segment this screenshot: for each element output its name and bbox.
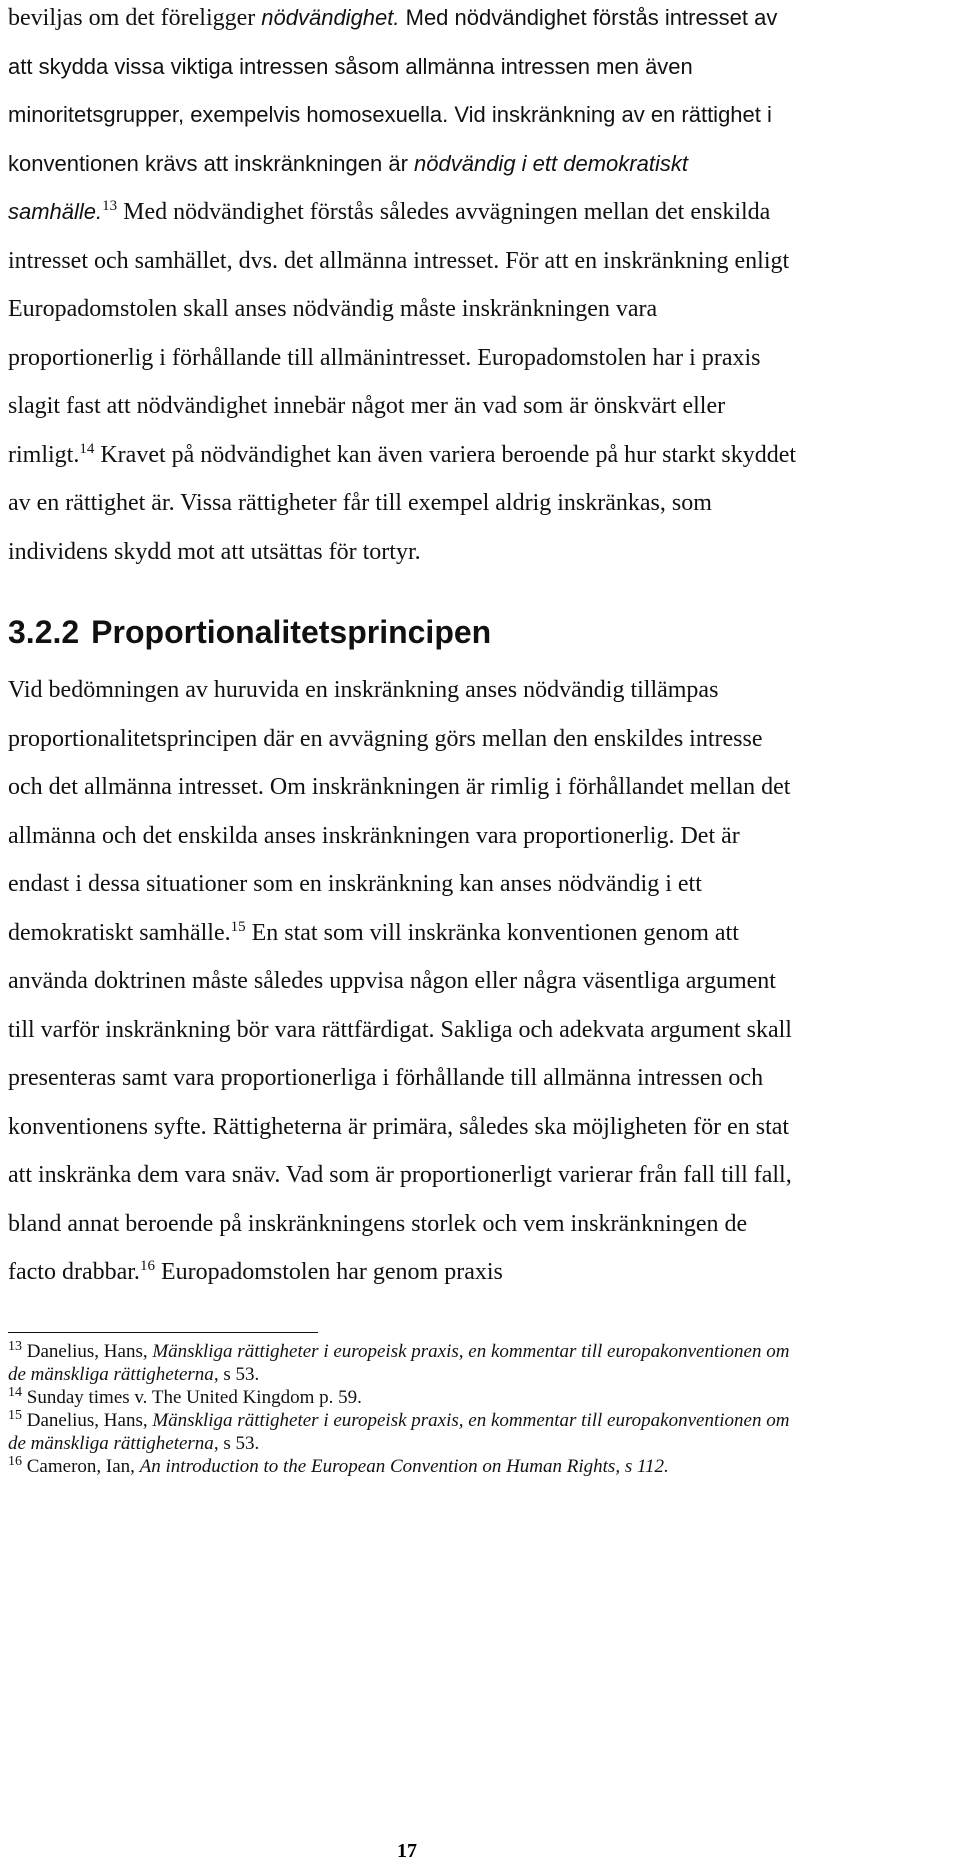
text-run: Vid bedömningen av huruvida en inskränkning anses nödvändig tillämpas proportionalitetsprincipen där en avvägning görs mellan den enskildes intresse och det allmänna intresset. Om inskränkningen är rimlig i förhållandet mellan det allmänna och det enskilda anses inskränkningen vara proportionerlig. Det är endast i dessa situationer som en inskränkning kan anses nödvändig i ett demokratiskt samhälle. (8, 677, 791, 946)
text-run: Europadomstolen har genom praxis (154, 1259, 503, 1285)
footnote-number: 15 (8, 1408, 22, 1423)
text-run: Kravet på nödvändighet kan även variera beroende på hur starkt skyddet av en rättighet är. Vissa rättigheter får till exempel aldrig inskränkas, som individens skydd mot att utsättas för tortyr. (8, 441, 797, 565)
footnote-rest: , s 53. (213, 1433, 260, 1454)
footnote-15 (8, 1409, 798, 1455)
footnote-number: 13 (8, 1339, 22, 1354)
footnote-16 (8, 1455, 798, 1478)
footnote-ref-15[interactable]: 15 (230, 918, 246, 935)
footnote-text: Sunday times v. The United Kingdom p. 59. (22, 1387, 362, 1408)
section-title: Proportionalitetsprincipen (91, 614, 492, 650)
footnote-ref-16[interactable]: 16 (139, 1258, 155, 1274)
text-run: Med nödvändighet förstås således avvägningen mellan det enskilda intresset och samhället, dvs. det allmänna intresset. (8, 199, 771, 274)
section-heading (8, 612, 491, 652)
footnote-author: Danelius, Hans, (22, 1341, 153, 1362)
footnote-number: 16 (8, 1454, 22, 1469)
paragraph-necessity (8, 0, 798, 576)
footnotes (8, 1340, 798, 1478)
page-number: 17 (397, 1840, 417, 1862)
footnote-title: An introduction to the European Convention on Human Rights, s 112. (139, 1456, 669, 1477)
footnote-ref-14[interactable]: 14 (79, 440, 95, 457)
footnote-rest: , s 53. (213, 1364, 260, 1385)
footnote-ref-13[interactable]: 13 (102, 198, 118, 214)
footnote-14 (8, 1386, 798, 1409)
footnote-author: Danelius, Hans, (22, 1410, 153, 1431)
text-run: En stat som vill inskränka konventionen genom att använda doktrinen måste således uppvisa någon eller några väsentliga argument till varför inskränkning bör vara rättfärdigat. Sakliga och adekvata argument skall presenteras samt vara proportionerliga i förhållande till allmänna intressen och konventionens syfte. Rättigheterna är primära, således ska möjligheten för en stat att inskränka dem vara snäv. Vad som är proportionerligt varierar från fall till fall, bland annat beroende på inskränkningens storlek och vem inskränkningen de facto drabbar. (8, 919, 792, 1285)
text-run: Med nödvändighet förstås intresset av att skydda vissa viktiga intressen såsom allmänna intressen men även minoritetsgrupper, exempelvis homosexuella. Vid inskränkning av en rättighet i konventionen krävs att inskränkningen är (8, 5, 778, 176)
emphasis-necessity: nödvändighet. (261, 5, 400, 30)
footnote-number: 14 (8, 1385, 22, 1400)
text-run: beviljas om det föreligger (8, 5, 262, 31)
footnote-title: Mänskliga rättigheter i europeisk praxis, en kommentar till europakonventionen om de mänskliga rättigheterna (8, 1341, 790, 1385)
footnote-author: Cameron, Ian, (22, 1456, 140, 1477)
emphasis-democratic-society: nödvändig i ett demokratiskt samhälle. (8, 150, 688, 224)
footnote-separator (8, 1332, 318, 1333)
footnote-13 (8, 1340, 798, 1386)
section-number: 3.2.2 (8, 614, 80, 650)
text-run: För att en inskränkning enligt Europadomstolen skall anses nödvändig måste inskränkningen vara proportionerlig i förhållande till allmänintresset. Europadomstolen har i praxis slagit fast att nödvändighet innebär något mer än vad som är önskvärt eller rimligt. (8, 247, 790, 468)
footnote-title: Mänskliga rättigheter i europeisk praxis, en kommentar till europakonventionen om de mänskliga rättigheterna (8, 1410, 790, 1454)
paragraph-proportionality (8, 666, 798, 1297)
